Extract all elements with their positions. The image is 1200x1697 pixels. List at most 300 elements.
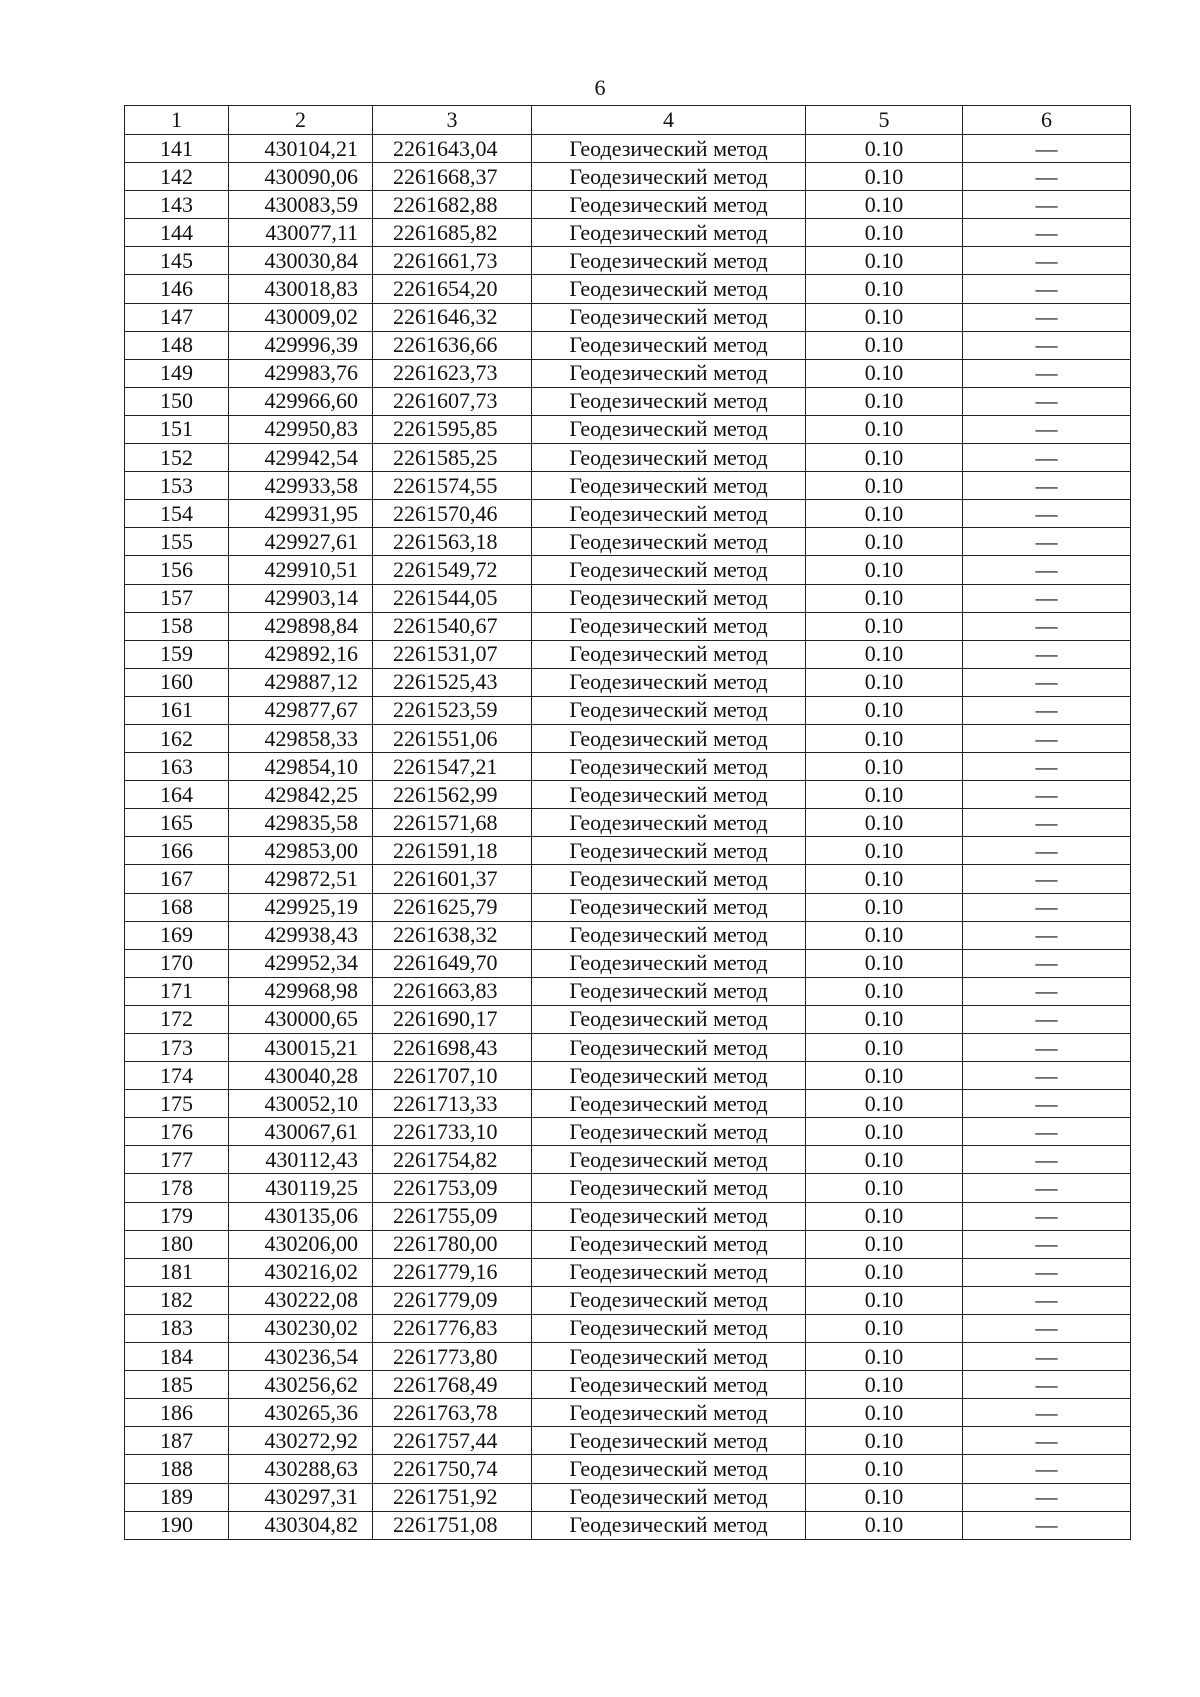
table-row — [125, 1230, 1131, 1258]
x-coordinate-cell: 429854,10 — [229, 753, 373, 781]
x-coordinate-cell: 429892,16 — [229, 640, 373, 668]
y-coordinate-cell: 2261625,79 — [373, 893, 532, 921]
method-cell: Геодезический метод — [532, 1174, 806, 1202]
point-number-cell: 185 — [125, 1371, 229, 1399]
table-row — [125, 1399, 1131, 1427]
note-cell: — — [963, 1146, 1131, 1174]
accuracy-cell: 0.10 — [806, 1146, 963, 1174]
note-cell: — — [963, 1399, 1131, 1427]
point-number-cell: 157 — [125, 584, 229, 612]
note-cell: — — [963, 1118, 1131, 1146]
accuracy-cell: 0.10 — [806, 724, 963, 752]
y-coordinate-cell: 2261685,82 — [373, 219, 532, 247]
y-coordinate-cell: 2261780,00 — [373, 1230, 532, 1258]
note-cell: — — [963, 275, 1131, 303]
x-coordinate-cell: 430015,21 — [229, 1034, 373, 1062]
accuracy-cell: 0.10 — [806, 949, 963, 977]
method-cell: Геодезический метод — [532, 1258, 806, 1286]
point-number-cell: 158 — [125, 612, 229, 640]
table-row — [125, 1427, 1131, 1455]
method-cell: Геодезический метод — [532, 921, 806, 949]
method-cell: Геодезический метод — [532, 893, 806, 921]
accuracy-cell: 0.10 — [806, 1258, 963, 1286]
note-cell: — — [963, 1483, 1131, 1511]
point-number-cell: 172 — [125, 1005, 229, 1033]
y-coordinate-cell: 2261713,33 — [373, 1090, 532, 1118]
table-row — [125, 247, 1131, 275]
table-row — [125, 696, 1131, 724]
note-cell: — — [963, 612, 1131, 640]
table-row — [125, 1286, 1131, 1314]
point-number-cell: 163 — [125, 753, 229, 781]
x-coordinate-cell: 429938,43 — [229, 921, 373, 949]
y-coordinate-cell: 2261607,73 — [373, 387, 532, 415]
column-header: 5 — [806, 106, 963, 135]
point-number-cell: 164 — [125, 781, 229, 809]
table-row — [125, 359, 1131, 387]
accuracy-cell: 0.10 — [806, 500, 963, 528]
note-cell: — — [963, 921, 1131, 949]
point-number-cell: 181 — [125, 1258, 229, 1286]
point-number-cell: 166 — [125, 837, 229, 865]
y-coordinate-cell: 2261707,10 — [373, 1062, 532, 1090]
y-coordinate-cell: 2261574,55 — [373, 472, 532, 500]
accuracy-cell: 0.10 — [806, 696, 963, 724]
table-row — [125, 528, 1131, 556]
y-coordinate-cell: 2261571,68 — [373, 809, 532, 837]
table-row — [125, 668, 1131, 696]
y-coordinate-cell: 2261654,20 — [373, 275, 532, 303]
method-cell: Геодезический метод — [532, 809, 806, 837]
x-coordinate-cell: 429996,39 — [229, 331, 373, 359]
point-number-cell: 151 — [125, 415, 229, 443]
accuracy-cell: 0.10 — [806, 1343, 963, 1371]
method-cell: Геодезический метод — [532, 191, 806, 219]
x-coordinate-cell: 430104,21 — [229, 135, 373, 163]
method-cell: Геодезический метод — [532, 1483, 806, 1511]
method-cell: Геодезический метод — [532, 387, 806, 415]
y-coordinate-cell: 2261547,21 — [373, 753, 532, 781]
method-cell: Геодезический метод — [532, 1090, 806, 1118]
point-number-cell: 173 — [125, 1034, 229, 1062]
y-coordinate-cell: 2261523,59 — [373, 696, 532, 724]
table-row — [125, 1174, 1131, 1202]
accuracy-cell: 0.10 — [806, 1286, 963, 1314]
point-number-cell: 143 — [125, 191, 229, 219]
point-number-cell: 149 — [125, 359, 229, 387]
accuracy-cell: 0.10 — [806, 556, 963, 584]
y-coordinate-cell: 2261595,85 — [373, 415, 532, 443]
x-coordinate-cell: 430206,00 — [229, 1230, 373, 1258]
accuracy-cell: 0.10 — [806, 921, 963, 949]
note-cell: — — [963, 1258, 1131, 1286]
point-number-cell: 171 — [125, 977, 229, 1005]
y-coordinate-cell: 2261643,04 — [373, 135, 532, 163]
table-row — [125, 1202, 1131, 1230]
accuracy-cell: 0.10 — [806, 837, 963, 865]
accuracy-cell: 0.10 — [806, 275, 963, 303]
method-cell: Геодезический метод — [532, 724, 806, 752]
table-row — [125, 219, 1131, 247]
y-coordinate-cell: 2261779,16 — [373, 1258, 532, 1286]
x-coordinate-cell: 429933,58 — [229, 472, 373, 500]
y-coordinate-cell: 2261563,18 — [373, 528, 532, 556]
accuracy-cell: 0.10 — [806, 1005, 963, 1033]
x-coordinate-cell: 430265,36 — [229, 1399, 373, 1427]
x-coordinate-cell: 429898,84 — [229, 612, 373, 640]
table-row — [125, 977, 1131, 1005]
note-cell: — — [963, 977, 1131, 1005]
note-cell: — — [963, 191, 1131, 219]
table-row — [125, 1511, 1131, 1539]
table-row — [125, 1258, 1131, 1286]
column-header: 2 — [229, 106, 373, 135]
point-number-cell: 175 — [125, 1090, 229, 1118]
table-row — [125, 1034, 1131, 1062]
note-cell: — — [963, 444, 1131, 472]
x-coordinate-cell: 429927,61 — [229, 528, 373, 556]
point-number-cell: 147 — [125, 303, 229, 331]
note-cell: — — [963, 500, 1131, 528]
y-coordinate-cell: 2261682,88 — [373, 191, 532, 219]
method-cell: Геодезический метод — [532, 696, 806, 724]
method-cell: Геодезический метод — [532, 1034, 806, 1062]
table-row — [125, 135, 1131, 163]
table-row — [125, 1455, 1131, 1483]
note-cell: — — [963, 1455, 1131, 1483]
x-coordinate-cell: 429950,83 — [229, 415, 373, 443]
method-cell: Геодезический метод — [532, 949, 806, 977]
point-number-cell: 165 — [125, 809, 229, 837]
x-coordinate-cell: 430304,82 — [229, 1511, 373, 1539]
accuracy-cell: 0.10 — [806, 191, 963, 219]
column-header: 6 — [963, 106, 1131, 135]
x-coordinate-cell: 429910,51 — [229, 556, 373, 584]
method-cell: Геодезический метод — [532, 163, 806, 191]
method-cell: Геодезический метод — [532, 528, 806, 556]
x-coordinate-cell: 429903,14 — [229, 584, 373, 612]
point-number-cell: 155 — [125, 528, 229, 556]
point-number-cell: 170 — [125, 949, 229, 977]
y-coordinate-cell: 2261776,83 — [373, 1314, 532, 1342]
table-row — [125, 1314, 1131, 1342]
method-cell: Геодезический метод — [532, 1511, 806, 1539]
y-coordinate-cell: 2261751,92 — [373, 1483, 532, 1511]
table-row — [125, 1146, 1131, 1174]
point-number-cell: 187 — [125, 1427, 229, 1455]
point-number-cell: 178 — [125, 1174, 229, 1202]
table-row — [125, 837, 1131, 865]
y-coordinate-cell: 2261544,05 — [373, 584, 532, 612]
x-coordinate-cell: 430216,02 — [229, 1258, 373, 1286]
table-row — [125, 753, 1131, 781]
column-header: 1 — [125, 106, 229, 135]
table-row — [125, 1118, 1131, 1146]
point-number-cell: 176 — [125, 1118, 229, 1146]
table-row — [125, 387, 1131, 415]
y-coordinate-cell: 2261661,73 — [373, 247, 532, 275]
x-coordinate-cell: 430236,54 — [229, 1343, 373, 1371]
note-cell: — — [963, 584, 1131, 612]
accuracy-cell: 0.10 — [806, 1427, 963, 1455]
note-cell: — — [963, 303, 1131, 331]
method-cell: Геодезический метод — [532, 640, 806, 668]
x-coordinate-cell: 429877,67 — [229, 696, 373, 724]
x-coordinate-cell: 430052,10 — [229, 1090, 373, 1118]
x-coordinate-cell: 430222,08 — [229, 1286, 373, 1314]
accuracy-cell: 0.10 — [806, 1062, 963, 1090]
method-cell: Геодезический метод — [532, 472, 806, 500]
note-cell: — — [963, 1371, 1131, 1399]
note-cell: — — [963, 1427, 1131, 1455]
x-coordinate-cell: 429952,34 — [229, 949, 373, 977]
note-cell: — — [963, 865, 1131, 893]
point-number-cell: 150 — [125, 387, 229, 415]
accuracy-cell: 0.10 — [806, 977, 963, 1005]
table-row — [125, 1062, 1131, 1090]
y-coordinate-cell: 2261551,06 — [373, 724, 532, 752]
y-coordinate-cell: 2261636,66 — [373, 331, 532, 359]
point-number-cell: 146 — [125, 275, 229, 303]
y-coordinate-cell: 2261638,32 — [373, 921, 532, 949]
accuracy-cell: 0.10 — [806, 219, 963, 247]
point-number-cell: 142 — [125, 163, 229, 191]
note-cell: — — [963, 415, 1131, 443]
note-cell: — — [963, 1230, 1131, 1258]
accuracy-cell: 0.10 — [806, 331, 963, 359]
accuracy-cell: 0.10 — [806, 1118, 963, 1146]
note-cell: — — [963, 135, 1131, 163]
method-cell: Геодезический метод — [532, 584, 806, 612]
accuracy-cell: 0.10 — [806, 359, 963, 387]
x-coordinate-cell: 430018,83 — [229, 275, 373, 303]
y-coordinate-cell: 2261773,80 — [373, 1343, 532, 1371]
method-cell: Геодезический метод — [532, 1062, 806, 1090]
y-coordinate-cell: 2261540,67 — [373, 612, 532, 640]
y-coordinate-cell: 2261623,73 — [373, 359, 532, 387]
point-number-cell: 168 — [125, 893, 229, 921]
point-number-cell: 159 — [125, 640, 229, 668]
y-coordinate-cell: 2261668,37 — [373, 163, 532, 191]
y-coordinate-cell: 2261751,08 — [373, 1511, 532, 1539]
accuracy-cell: 0.10 — [806, 1314, 963, 1342]
x-coordinate-cell: 430297,31 — [229, 1483, 373, 1511]
x-coordinate-cell: 430256,62 — [229, 1371, 373, 1399]
x-coordinate-cell: 429942,54 — [229, 444, 373, 472]
point-number-cell: 152 — [125, 444, 229, 472]
method-cell: Геодезический метод — [532, 865, 806, 893]
note-cell: — — [963, 1005, 1131, 1033]
point-number-cell: 179 — [125, 1202, 229, 1230]
note-cell: — — [963, 1314, 1131, 1342]
x-coordinate-cell: 430083,59 — [229, 191, 373, 219]
method-cell: Геодезический метод — [532, 977, 806, 1005]
y-coordinate-cell: 2261562,99 — [373, 781, 532, 809]
x-coordinate-cell: 429925,19 — [229, 893, 373, 921]
accuracy-cell: 0.10 — [806, 584, 963, 612]
accuracy-cell: 0.10 — [806, 809, 963, 837]
note-cell: — — [963, 528, 1131, 556]
y-coordinate-cell: 2261779,09 — [373, 1286, 532, 1314]
note-cell: — — [963, 1511, 1131, 1539]
note-cell: — — [963, 724, 1131, 752]
table-row — [125, 1483, 1131, 1511]
note-cell: — — [963, 696, 1131, 724]
method-cell: Геодезический метод — [532, 1005, 806, 1033]
table-row — [125, 865, 1131, 893]
x-coordinate-cell: 430230,02 — [229, 1314, 373, 1342]
y-coordinate-cell: 2261733,10 — [373, 1118, 532, 1146]
method-cell: Геодезический метод — [532, 837, 806, 865]
note-cell: — — [963, 753, 1131, 781]
x-coordinate-cell: 429853,00 — [229, 837, 373, 865]
x-coordinate-cell: 429842,25 — [229, 781, 373, 809]
method-cell: Геодезический метод — [532, 556, 806, 584]
table-row — [125, 556, 1131, 584]
y-coordinate-cell: 2261757,44 — [373, 1427, 532, 1455]
note-cell: — — [963, 1090, 1131, 1118]
method-cell: Геодезический метод — [532, 1371, 806, 1399]
y-coordinate-cell: 2261690,17 — [373, 1005, 532, 1033]
note-cell: — — [963, 1286, 1131, 1314]
table-row — [125, 1371, 1131, 1399]
y-coordinate-cell: 2261698,43 — [373, 1034, 532, 1062]
method-cell: Геодезический метод — [532, 415, 806, 443]
point-number-cell: 190 — [125, 1511, 229, 1539]
x-coordinate-cell: 430119,25 — [229, 1174, 373, 1202]
point-number-cell: 156 — [125, 556, 229, 584]
table-row — [125, 949, 1131, 977]
x-coordinate-cell: 429968,98 — [229, 977, 373, 1005]
accuracy-cell: 0.10 — [806, 893, 963, 921]
accuracy-cell: 0.10 — [806, 1202, 963, 1230]
point-number-cell: 162 — [125, 724, 229, 752]
table-row — [125, 1005, 1131, 1033]
note-cell: — — [963, 893, 1131, 921]
accuracy-cell: 0.10 — [806, 1399, 963, 1427]
method-cell: Геодезический метод — [532, 359, 806, 387]
accuracy-cell: 0.10 — [806, 1174, 963, 1202]
point-number-cell: 167 — [125, 865, 229, 893]
y-coordinate-cell: 2261754,82 — [373, 1146, 532, 1174]
y-coordinate-cell: 2261649,70 — [373, 949, 532, 977]
table-row — [125, 809, 1131, 837]
y-coordinate-cell: 2261768,49 — [373, 1371, 532, 1399]
accuracy-cell: 0.10 — [806, 135, 963, 163]
table-row — [125, 415, 1131, 443]
y-coordinate-cell: 2261531,07 — [373, 640, 532, 668]
table-row — [125, 472, 1131, 500]
y-coordinate-cell: 2261585,25 — [373, 444, 532, 472]
note-cell: — — [963, 247, 1131, 275]
note-cell: — — [963, 837, 1131, 865]
method-cell: Геодезический метод — [532, 135, 806, 163]
x-coordinate-cell: 430000,65 — [229, 1005, 373, 1033]
table-row — [125, 1343, 1131, 1371]
x-coordinate-cell: 430090,06 — [229, 163, 373, 191]
x-coordinate-cell: 430077,11 — [229, 219, 373, 247]
method-cell: Геодезический метод — [532, 1286, 806, 1314]
note-cell: — — [963, 331, 1131, 359]
table-row — [125, 275, 1131, 303]
table-row — [125, 781, 1131, 809]
table-row — [125, 1090, 1131, 1118]
accuracy-cell: 0.10 — [806, 1034, 963, 1062]
accuracy-cell: 0.10 — [806, 668, 963, 696]
point-number-cell: 144 — [125, 219, 229, 247]
table-row — [125, 612, 1131, 640]
table-row — [125, 163, 1131, 191]
note-cell: — — [963, 668, 1131, 696]
note-cell: — — [963, 949, 1131, 977]
method-cell: Геодезический метод — [532, 331, 806, 359]
note-cell: — — [963, 359, 1131, 387]
accuracy-cell: 0.10 — [806, 444, 963, 472]
y-coordinate-cell: 2261663,83 — [373, 977, 532, 1005]
method-cell: Геодезический метод — [532, 1343, 806, 1371]
note-cell: — — [963, 1034, 1131, 1062]
accuracy-cell: 0.10 — [806, 247, 963, 275]
method-cell: Геодезический метод — [532, 612, 806, 640]
x-coordinate-cell: 429835,58 — [229, 809, 373, 837]
table-row — [125, 640, 1131, 668]
method-cell: Геодезический метод — [532, 1118, 806, 1146]
accuracy-cell: 0.10 — [806, 865, 963, 893]
table-row — [125, 331, 1131, 359]
coordinates-table — [124, 105, 1131, 1540]
method-cell: Геодезический метод — [532, 668, 806, 696]
method-cell: Геодезический метод — [532, 781, 806, 809]
table-row — [125, 303, 1131, 331]
note-cell: — — [963, 1174, 1131, 1202]
note-cell: — — [963, 219, 1131, 247]
method-cell: Геодезический метод — [532, 275, 806, 303]
method-cell: Геодезический метод — [532, 444, 806, 472]
method-cell: Геодезический метод — [532, 1399, 806, 1427]
y-coordinate-cell: 2261646,32 — [373, 303, 532, 331]
note-cell: — — [963, 640, 1131, 668]
point-number-cell: 141 — [125, 135, 229, 163]
table-row — [125, 584, 1131, 612]
accuracy-cell: 0.10 — [806, 1455, 963, 1483]
x-coordinate-cell: 430040,28 — [229, 1062, 373, 1090]
y-coordinate-cell: 2261601,37 — [373, 865, 532, 893]
point-number-cell: 183 — [125, 1314, 229, 1342]
accuracy-cell: 0.10 — [806, 781, 963, 809]
method-cell: Геодезический метод — [532, 753, 806, 781]
method-cell: Геодезический метод — [532, 219, 806, 247]
point-number-cell: 174 — [125, 1062, 229, 1090]
x-coordinate-cell: 429858,33 — [229, 724, 373, 752]
method-cell: Геодезический метод — [532, 247, 806, 275]
point-number-cell: 188 — [125, 1455, 229, 1483]
point-number-cell: 154 — [125, 500, 229, 528]
note-cell: — — [963, 781, 1131, 809]
method-cell: Геодезический метод — [532, 1202, 806, 1230]
table-row — [125, 921, 1131, 949]
accuracy-cell: 0.10 — [806, 1483, 963, 1511]
point-number-cell: 169 — [125, 921, 229, 949]
point-number-cell: 189 — [125, 1483, 229, 1511]
x-coordinate-cell: 430067,61 — [229, 1118, 373, 1146]
point-number-cell: 186 — [125, 1399, 229, 1427]
x-coordinate-cell: 429931,95 — [229, 500, 373, 528]
point-number-cell: 160 — [125, 668, 229, 696]
x-coordinate-cell: 430009,02 — [229, 303, 373, 331]
y-coordinate-cell: 2261750,74 — [373, 1455, 532, 1483]
point-number-cell: 161 — [125, 696, 229, 724]
accuracy-cell: 0.10 — [806, 1511, 963, 1539]
